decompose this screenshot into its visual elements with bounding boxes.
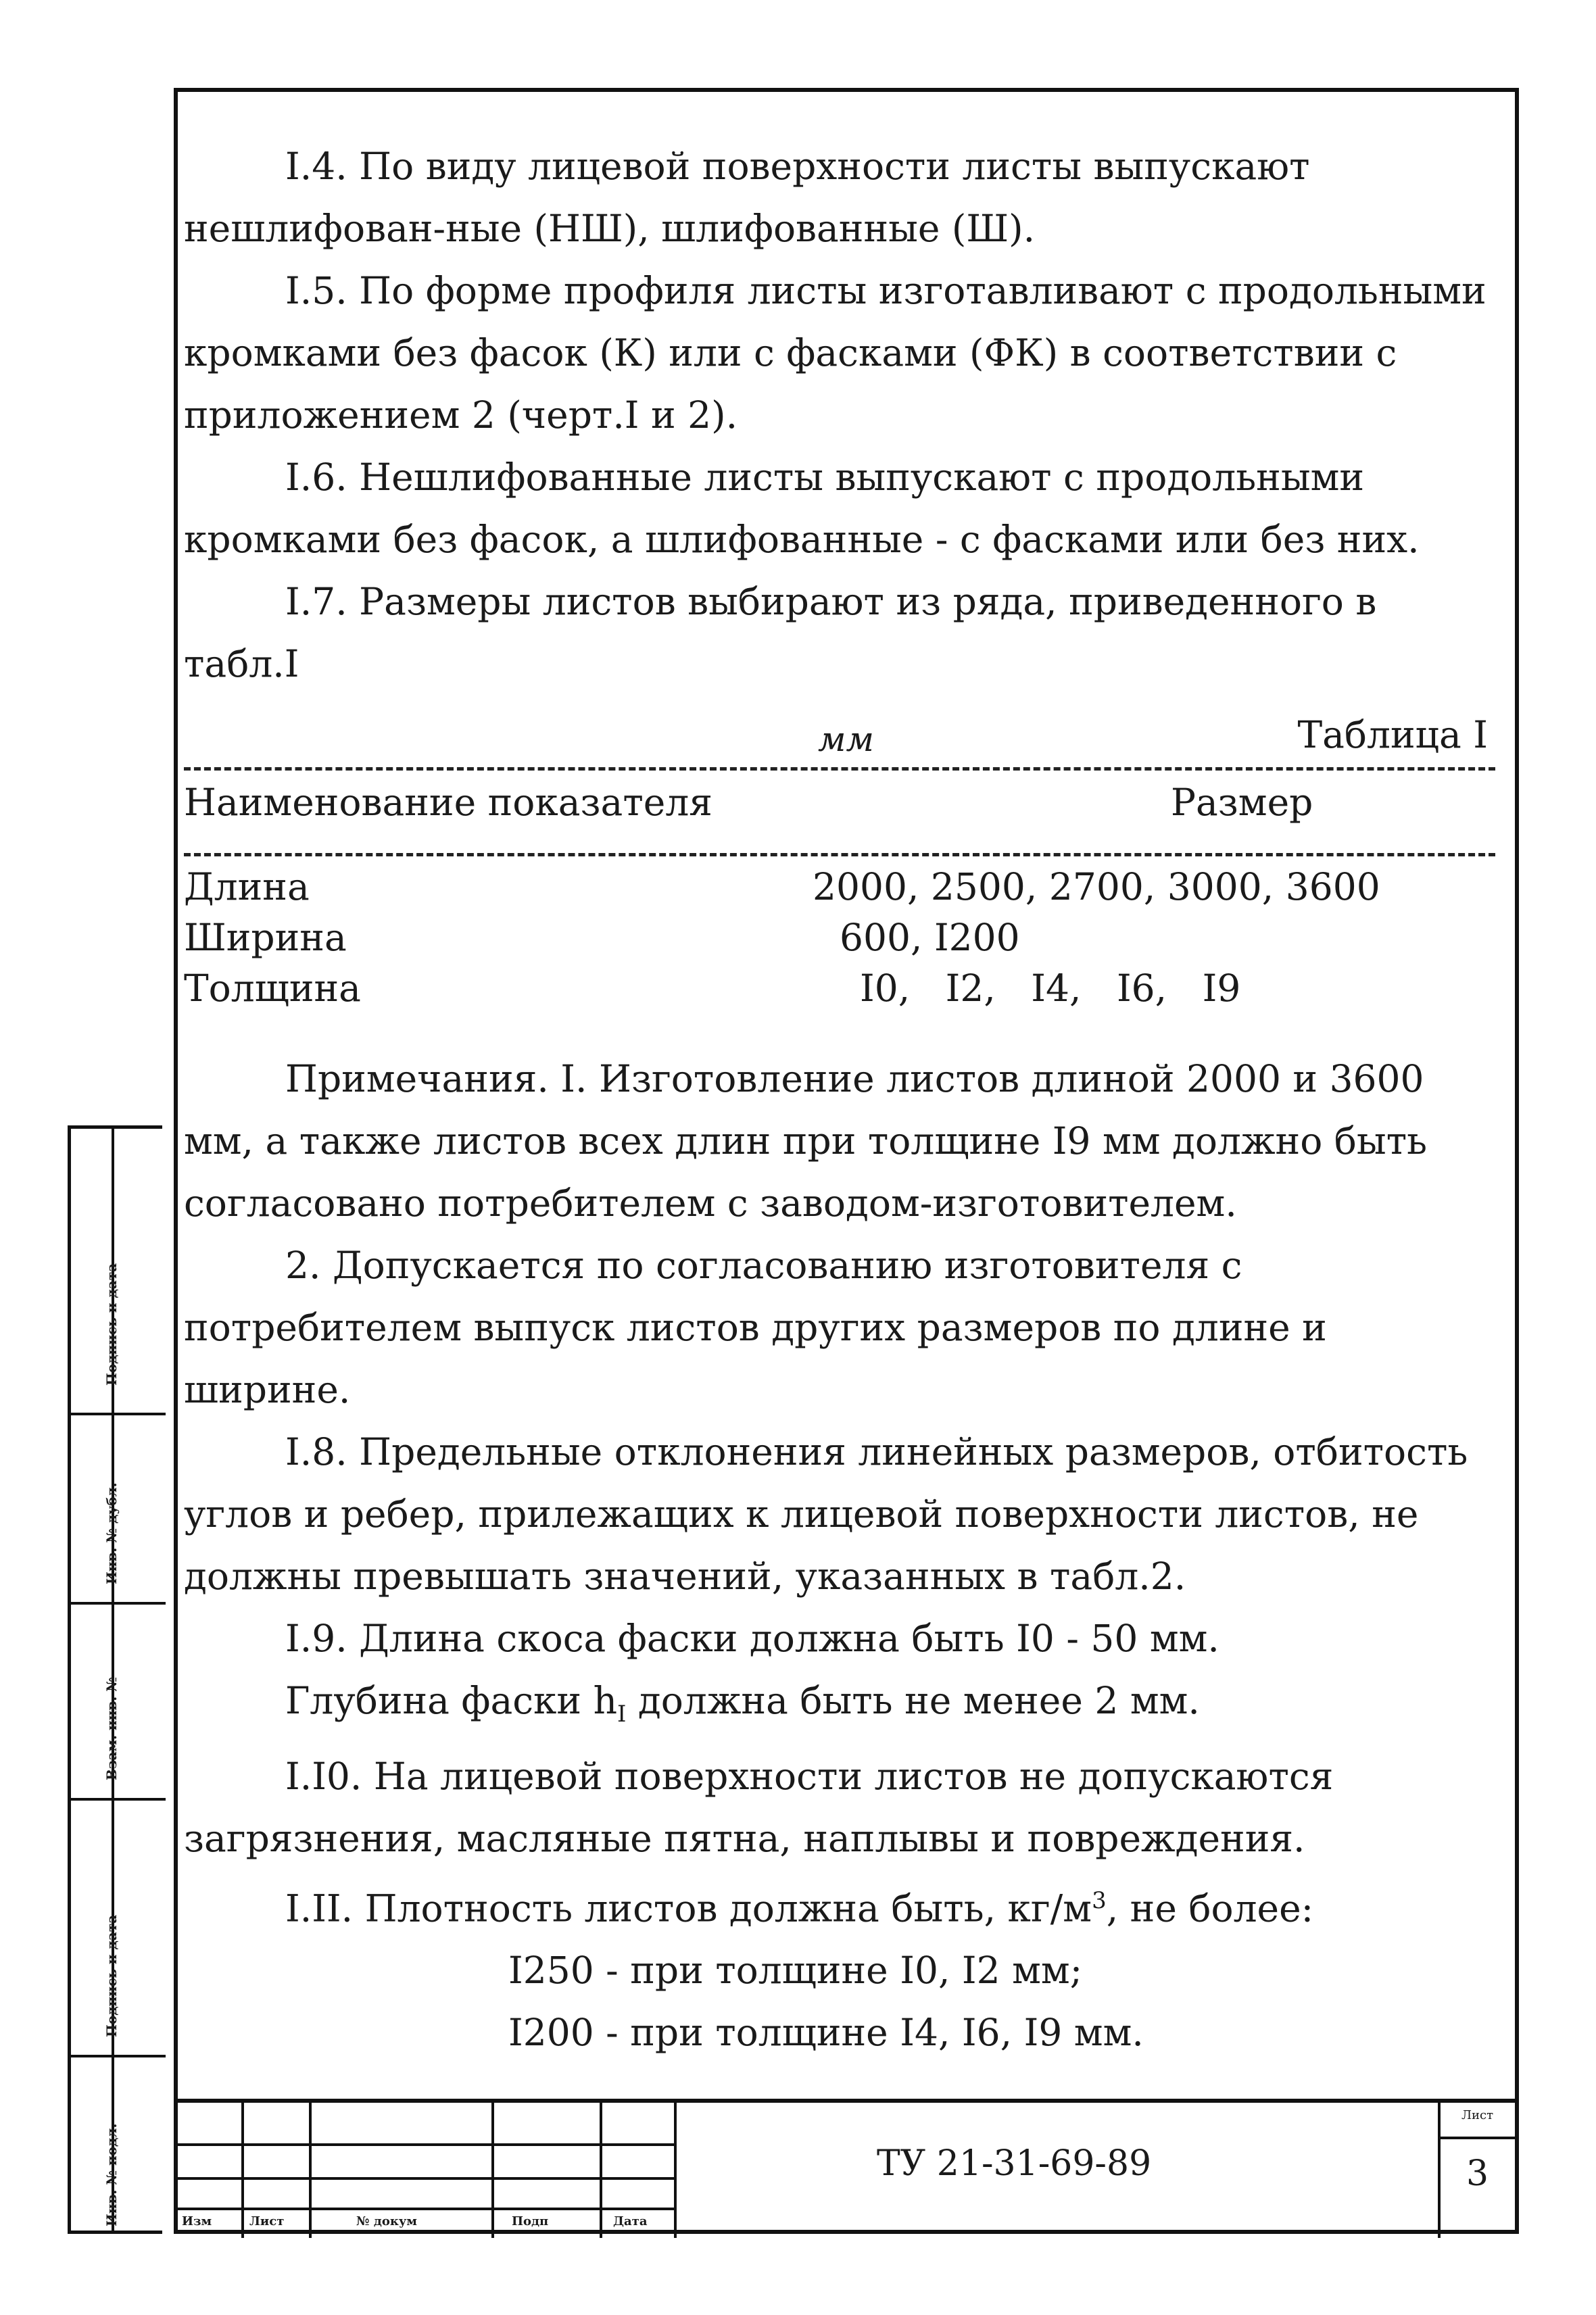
- tb-sheet-line: [1438, 2137, 1519, 2139]
- paragraph-1-10: I.I0. На лицевой поверхности листов не допускаются загрязнения, масляные пятна, наплывы и повреждения.: [184, 1755, 1334, 1860]
- tb-label-doc: № докум: [356, 2214, 417, 2228]
- density-text-post: , не более:: [1106, 1886, 1314, 1930]
- table-row: [184, 865, 1495, 912]
- side-label: Подпись и дата: [103, 1263, 120, 1386]
- side-cell-orig-inv: [71, 2055, 166, 2237]
- row-values-length: 2000, 2500, 2700, 3000, 3600: [813, 865, 1380, 908]
- tb-row-line: [174, 2208, 674, 2210]
- side-label: Инв. № дубл.: [103, 1482, 120, 1584]
- side-stamp: [68, 1125, 162, 2234]
- chamfer-text-pre: Глубина фаски h: [285, 1679, 617, 1722]
- table-header-name: Наименование показателя: [184, 781, 712, 824]
- tb-divider: [241, 2103, 244, 2238]
- chamfer-subscript: I: [617, 1701, 627, 1728]
- side-cell-signature-2: [71, 1798, 166, 2055]
- row-name-thickness: Толщина: [184, 967, 361, 1010]
- density-line-2: I200 - при толщине I4, I6, I9 мм.: [508, 2011, 1144, 2055]
- tb-divider: [491, 2103, 494, 2238]
- tb-divider: [1438, 2103, 1441, 2238]
- body-text-notes: [184, 1048, 1502, 2064]
- row-values-thickness: I0, I2, I4, I6, I9: [860, 967, 1241, 1010]
- note-1: Примечания. I. Изготовление листов длиной 2000 и 3600 мм, а также листов всех длин при толщине I9 мм должно быть согласовано потребителем с заводом-изготовителем.: [184, 1057, 1428, 1225]
- tb-divider: [600, 2103, 602, 2238]
- side-label: Инв. № подл.: [103, 2123, 120, 2226]
- table-row: [184, 967, 1495, 1014]
- density-line-1: I250 - при толщине I0, I2 мм;: [508, 1949, 1083, 1993]
- sheet-label: Лист: [1461, 2108, 1494, 2122]
- chamfer-text-post: должна быть не менее 2 мм.: [626, 1679, 1200, 1722]
- table-row: [184, 916, 1495, 963]
- paragraph-1-8: I.8. Предельные отклонения линейных размеров, отбитость углов и ребер, прилежащих к лицевой поверхности листов, не должны превышать значений, указанных в табл.2.: [184, 1430, 1468, 1598]
- tb-label-sign: Подп: [512, 2214, 549, 2228]
- paragraph-1-11: [184, 1870, 1502, 1939]
- paragraph-1-7: I.7. Размеры листов выбирают из ряда, приведенного в табл.I: [184, 580, 1377, 685]
- side-cell-signature-1: [71, 1129, 166, 1413]
- tb-label-date: Дата: [613, 2214, 648, 2228]
- body-text-top: [184, 135, 1502, 695]
- row-values-width: 600, I200: [840, 916, 1020, 959]
- paragraph-chamfer-depth: [184, 1670, 1502, 1745]
- title-block: [174, 2099, 1519, 2234]
- row-name-width: Ширина: [184, 916, 347, 959]
- side-cell-replace-inv: [71, 1602, 166, 1798]
- paragraph-1-5: I.5. По форме профиля листы изготавливают с продольными кромками без фасок (К) или с фасками (ФК) в соответствии с приложением 2 (черт.I и 2).: [184, 269, 1486, 437]
- paragraph-1-4: I.4. По виду лицевой поверхности листы выпускают нешлифован-ные (НШ), шлифованные (Ш).: [184, 145, 1310, 250]
- density-superscript: 3: [1092, 1887, 1107, 1914]
- note-2: 2. Допускается по согласованию изготовителя с потребителем выпуск листов других размеров по длине и ширине.: [184, 1244, 1327, 1411]
- document-code: ТУ 21-31-69-89: [877, 2143, 1152, 2184]
- paragraph-1-6: I.6. Нешлифованные листы выпускают с продольными кромками без фасок, а шлифованные - с фасками или без них.: [184, 456, 1420, 561]
- density-text-pre: I.II. Плотность листов должна быть, кг/м: [285, 1886, 1092, 1930]
- tb-label-change: Изм: [182, 2214, 212, 2228]
- tb-label-sheet: Лист: [249, 2214, 285, 2228]
- sheet-number: 3: [1466, 2153, 1489, 2194]
- table-header-row: [184, 781, 1495, 828]
- tb-divider: [309, 2103, 312, 2238]
- table-header-rule: [184, 853, 1495, 856]
- table-unit: мм: [818, 720, 874, 759]
- side-label: Взам. инв. №: [103, 1677, 120, 1780]
- row-name-length: Длина: [184, 865, 310, 908]
- tb-divider: [674, 2103, 677, 2238]
- tb-row-line: [174, 2177, 674, 2180]
- tb-row-line: [174, 2143, 674, 2146]
- table-top-rule: [184, 767, 1495, 771]
- paragraph-1-9: I.9. Длина скоса фаски должна быть I0 - 50 мм.: [285, 1617, 1219, 1660]
- table-header-size: Размер: [1171, 781, 1313, 824]
- side-label: Подпись и дата: [103, 1914, 120, 2037]
- side-cell-dup-inv: [71, 1413, 166, 1602]
- table-caption: Таблица I: [1297, 713, 1488, 756]
